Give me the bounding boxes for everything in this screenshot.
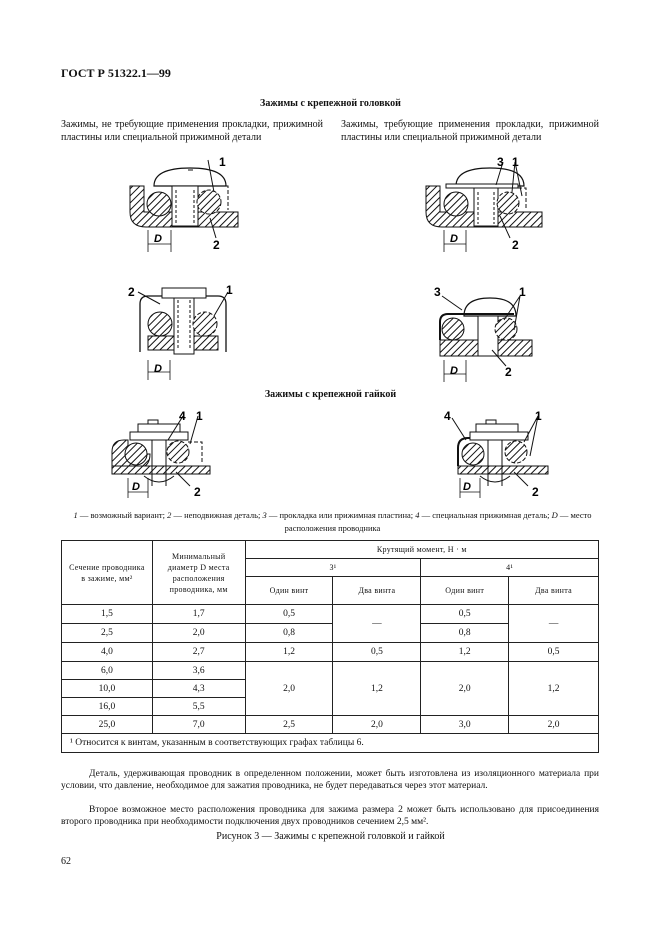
header-diameter: Минимальный диаметр D места расположения проводника, мм [152,541,245,605]
label-1-d: 1 [519,285,526,299]
header-g4-two: Два винта [509,577,599,605]
header-group-4: 4¹ [421,559,599,577]
cell-g4-one: 3,0 [421,716,509,734]
torque-table [61,540,599,753]
figure-a [130,155,238,252]
cell-section: 6,0 [62,662,153,680]
legend-text-1: — возможный вариант; [77,510,168,520]
label-2-e: 2 [194,485,201,499]
figure-legend [60,509,605,535]
legend-text-d: — место расположения проводника [284,510,592,533]
cell-diameter: 4,3 [152,680,245,698]
legend-text-3: — прокладка или прижимная пластина; [266,510,416,520]
label-3-b: 3 [497,155,504,169]
legend-text-4: — специальная прижимная деталь; [419,510,552,520]
label-2-d: 2 [505,365,512,379]
label-d-e: D [132,481,140,493]
figure-caption: Рисунок 3 — Зажимы с крепежной головкой и гайкой [216,831,445,842]
left-column-heading: Зажимы, не требующие применения прокладки, прижимной пластины или специальной прижимной детали [61,119,323,143]
paragraph-2: Второе возможное место расположения проводника для зажима размера 2 может быть использовано для присоединения второго проводника при необходимости подключения двух проводников сечением 2,5 мм². [61,805,599,827]
label-1-e: 1 [196,409,203,423]
cell-g3-two: 2,0 [333,716,421,734]
cell-diameter: 5,5 [152,698,245,716]
legend-text-2: — неподвижная деталь; [171,510,263,520]
cell-g4-one-merged: 2,0 [421,662,509,716]
label-1-f: 1 [535,409,542,423]
label-d-b: D [450,233,458,245]
page-number: 62 [61,856,71,867]
right-column-heading: Зажимы, требующие применения прокладки, прижимной пластины или специальной прижимной детали [341,119,599,143]
figure-f [444,409,548,499]
label-2-c: 2 [128,285,135,299]
legend-num-4: 4 [415,510,420,520]
cell-g4-two-dash: — [509,605,599,643]
table-row [62,716,599,734]
label-2-f: 2 [532,485,539,499]
header-g3-one: Один винт [245,577,333,605]
cell-g3-one: 1,2 [245,643,333,662]
document-header: ГОСТ Р 51322.1—99 [61,66,171,80]
cell-g3-one: 0,5 [245,605,333,624]
cell-diameter: 1,7 [152,605,245,624]
cell-g3-one: 2,5 [245,716,333,734]
figure-b [426,155,542,252]
cell-section: 2,5 [62,624,153,643]
figure-d [434,285,532,382]
cell-section: 10,0 [62,680,153,698]
cell-diameter: 3,6 [152,662,245,680]
figure-c [128,283,233,380]
header-g4-one: Один винт [421,577,509,605]
cell-g4-two: 0,5 [509,643,599,662]
label-1-a: 1 [219,155,226,169]
header-g3-two: Два винта [333,577,421,605]
table-row [62,605,599,624]
cell-diameter: 2,7 [152,643,245,662]
cell-section: 1,5 [62,605,153,624]
legend-num-2: 2 [167,510,172,520]
cell-section: 16,0 [62,698,153,716]
label-d-f: D [463,481,471,493]
label-3-d: 3 [434,285,441,299]
legend-num-1: 1 [73,510,78,520]
table-row [62,662,599,680]
table-row [62,643,599,662]
label-d-c: D [154,363,162,375]
label-2-a: 2 [213,238,220,252]
header-torque: Крутящий момент, Н · м [245,541,598,559]
label-4-e: 4 [179,409,186,423]
header-section: Сечение проводника в зажиме, мм² [62,541,153,605]
figure-e [112,409,210,499]
cell-diameter: 7,0 [152,716,245,734]
label-1-b: 1 [512,155,519,169]
table-footnote: ¹ Относится к винтам, указанным в соответствующих графах таблицы 6. [62,734,599,753]
section-title-screw-head: Зажимы с крепежной головкой [260,98,401,109]
cell-diameter: 2,0 [152,624,245,643]
cell-g4-two-merged: 1,2 [509,662,599,716]
cell-g4-one: 0,8 [421,624,509,643]
legend-d: D [551,510,558,520]
label-4-f: 4 [444,409,451,423]
label-1-c: 1 [226,283,233,297]
cell-section: 25,0 [62,716,153,734]
cell-g3-two-dash: — [333,605,421,643]
cell-g3-two-merged: 1,2 [333,662,421,716]
cell-g3-one-merged: 2,0 [245,662,333,716]
legend-num-3: 3 [262,510,267,520]
header-group-3: 3¹ [245,559,421,577]
label-d-a: D [154,233,162,245]
cell-g4-one: 0,5 [421,605,509,624]
cell-g3-one: 0,8 [245,624,333,643]
label-2-b: 2 [512,238,519,252]
label-d-d: D [450,365,458,377]
paragraph-1: Деталь, удерживающая проводник в определенном положении, может быть изготовлена из изоляционного материала при условии, что давление, необходимое для зажатия проводника, не будет передаваться через этот материал. [61,769,599,791]
section-title-nut: Зажимы с крепежной гайкой [264,389,397,400]
cell-g3-two: 0,5 [333,643,421,662]
cell-g4-one: 1,2 [421,643,509,662]
cell-g4-two: 2,0 [509,716,599,734]
cell-section: 4,0 [62,643,153,662]
